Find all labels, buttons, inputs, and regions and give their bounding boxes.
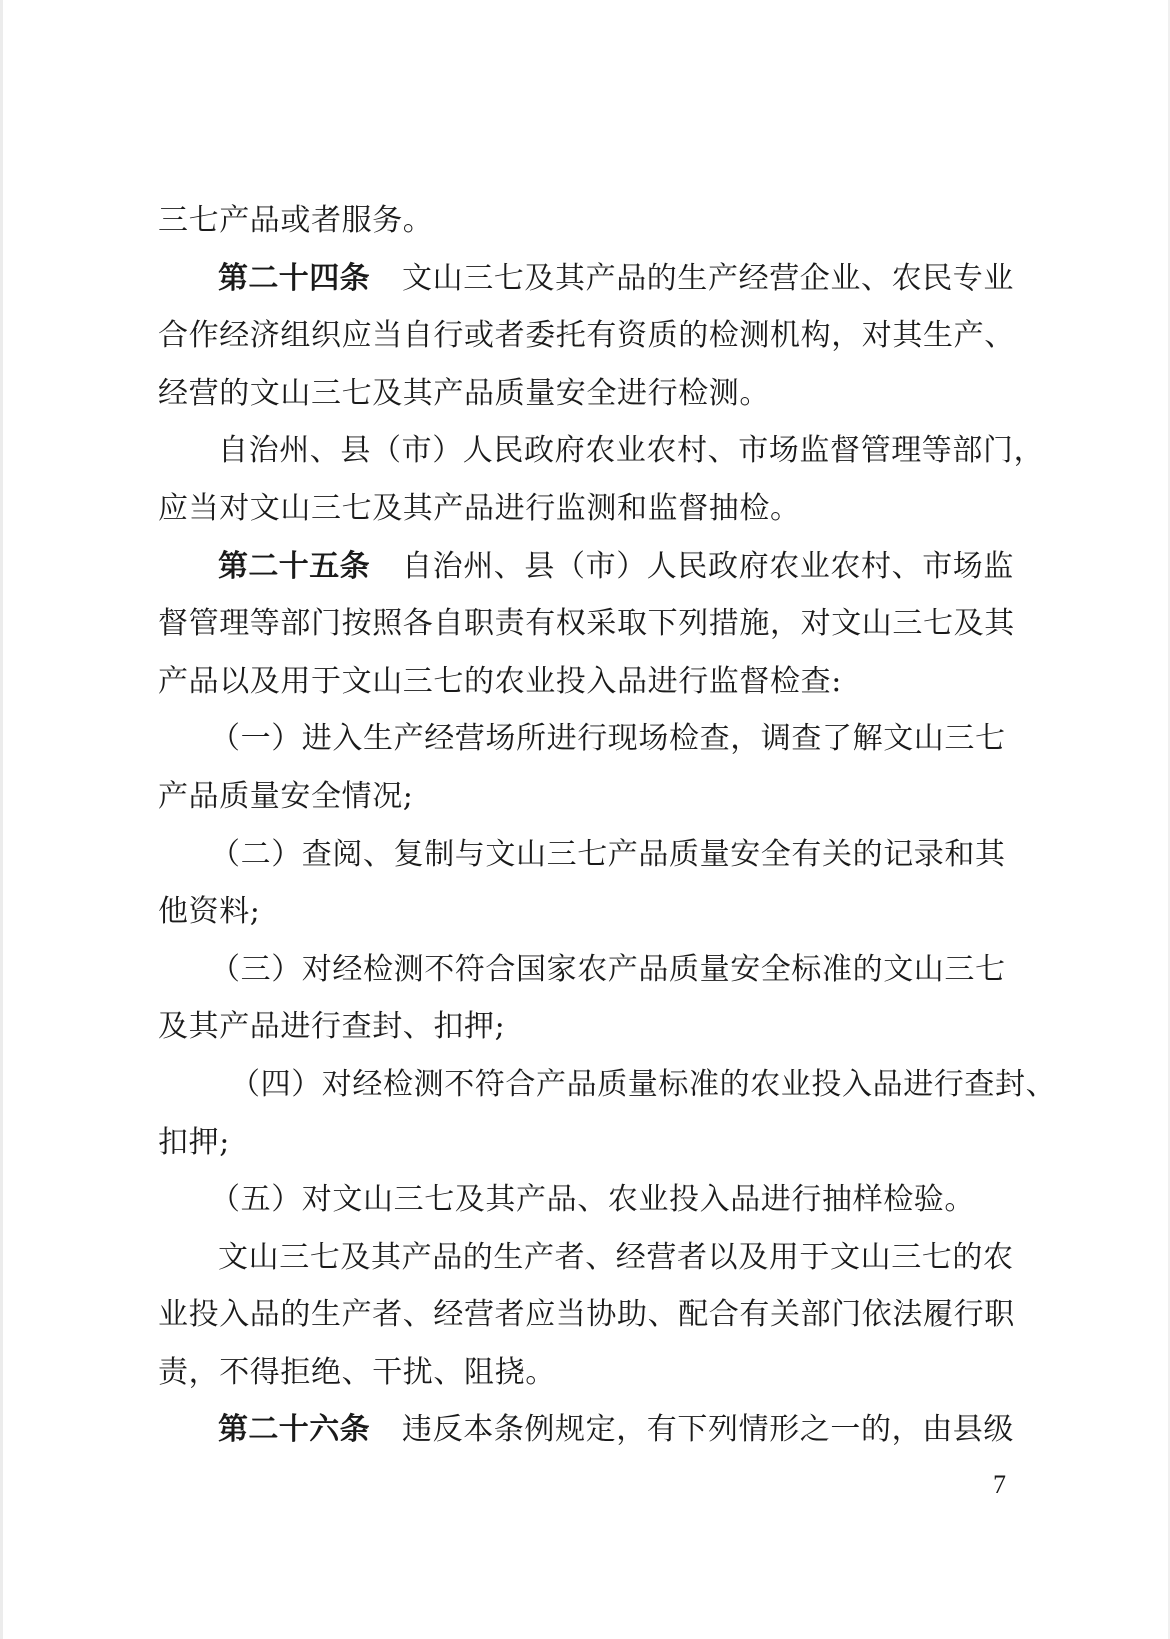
- line-text: 三七产品或者服务。: [158, 203, 434, 238]
- line-text: 业投入品的生产者、经营者应当协助、配合有关部门依法履行职: [158, 1297, 1015, 1333]
- article-heading-line: [158, 538, 1018, 596]
- line-text: 自治州、县（市）人民政府农业农村、市场监督管理等部门，: [218, 433, 1045, 469]
- list-item-line: [158, 710, 1018, 768]
- text-line: [158, 1344, 1018, 1402]
- text-line: [158, 1229, 1018, 1287]
- line-text: （一）进入生产经营场所进行现场检查，调查了解文山三七: [210, 721, 1006, 757]
- page-number: 7: [993, 1470, 1006, 1499]
- text-line: [158, 768, 1018, 826]
- line-text: 合作经济组织应当自行或者委托有资质的检测机构，对其生产、: [158, 318, 1015, 354]
- line-text: 扣押;: [158, 1124, 230, 1160]
- text-line: [158, 307, 1018, 365]
- line-text: 产品以及用于文山三七的农业投入品进行监督检查:: [158, 663, 842, 699]
- text-line: [158, 653, 1018, 711]
- text-line: [158, 1114, 1018, 1172]
- line-text: 督管理等部门按照各自职责有权采取下列措施，对文山三七及其: [158, 606, 1015, 642]
- line-text: 及其产品进行查封、扣押;: [158, 1009, 506, 1045]
- list-item-line: [158, 941, 1018, 999]
- article-heading-line: [158, 1401, 1018, 1459]
- line-text: 经营的文山三七及其产品质量安全进行检测。: [158, 375, 770, 411]
- line-text: （三）对经检测不符合国家农产品质量安全标准的文山三七: [210, 951, 1006, 987]
- list-item-line: [158, 1171, 1018, 1229]
- text-line: [158, 422, 1045, 480]
- line-text: 自治州、县（市）人民政府农业农村、市场监: [402, 548, 1014, 584]
- article-number: 第二十五条: [218, 548, 370, 584]
- line-text: 文山三七及其产品的生产经营企业、农民专业: [402, 260, 1014, 296]
- list-item-line: [158, 826, 1018, 884]
- document-body: [158, 192, 1057, 1459]
- line-text: 产品质量安全情况;: [158, 778, 414, 814]
- list-item-line: [158, 1056, 1057, 1114]
- text-line: [158, 192, 1018, 250]
- article-number: 第二十四条: [218, 260, 370, 296]
- line-text: 他资料;: [158, 894, 261, 930]
- text-line: [158, 480, 1018, 538]
- text-line: [158, 998, 1018, 1056]
- article-heading-line: [158, 250, 1018, 308]
- line-text: 应当对文山三七及其产品进行监测和监督抽检。: [158, 490, 801, 526]
- line-text: 文山三七及其产品的生产者、经营者以及用于文山三七的农: [218, 1239, 1014, 1275]
- line-text: （五）对文山三七及其产品、农业投入品进行抽样检验。: [210, 1182, 975, 1218]
- line-text: （四）对经检测不符合产品质量标准的农业投入品进行查封、: [230, 1066, 1057, 1102]
- text-line: [158, 1286, 1018, 1344]
- article-number: 第二十六条: [218, 1412, 370, 1448]
- text-line: [158, 883, 1018, 941]
- line-text: （二）查阅、复制与文山三七产品质量安全有关的记录和其: [210, 836, 1006, 872]
- line-text: 责，不得拒绝、干扰、阻挠。: [158, 1354, 556, 1390]
- text-line: [158, 595, 1018, 653]
- line-text: 违反本条例规定，有下列情形之一的，由县级: [402, 1412, 1014, 1448]
- text-line: [158, 365, 1018, 423]
